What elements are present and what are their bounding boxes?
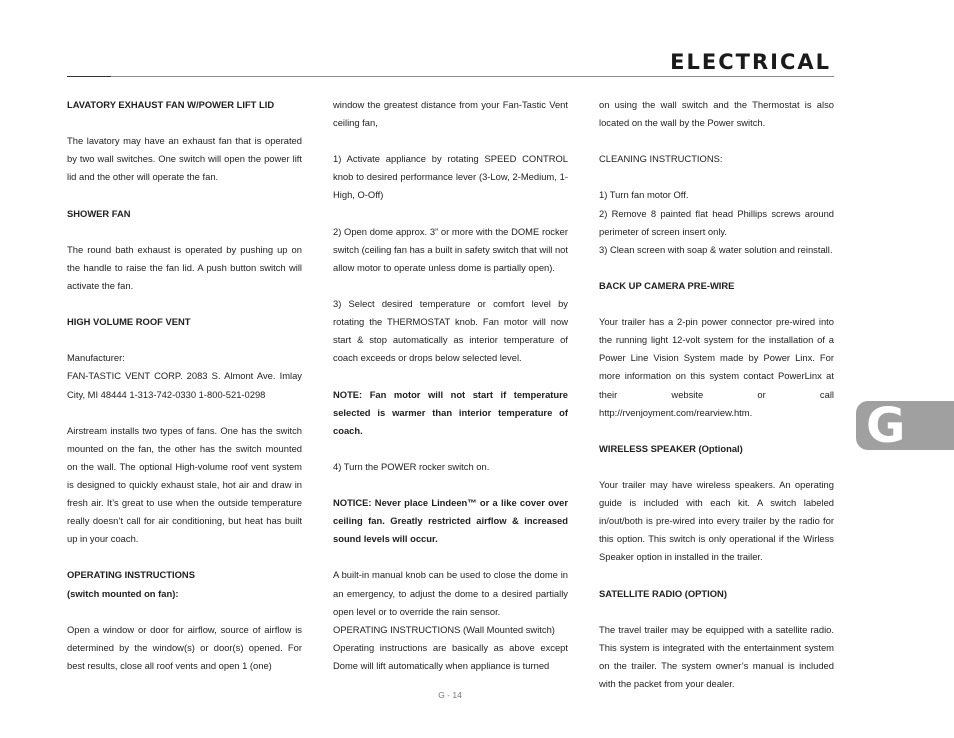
paragraph: 3) Clean screen with soap & water solution and reinstall.	[599, 243, 833, 255]
section-heading-roof-vent: HIGH VOLUME ROOF VENT	[67, 316, 191, 328]
section-subheading: (switch mounted on fan):	[67, 587, 179, 599]
paragraph: CLEANING INSTRUCTIONS:	[599, 153, 723, 165]
paragraph: The round bath exhaust is operated by pushing up on the handle to raise the fan lid. A push button switch will activate the fan.	[67, 243, 302, 291]
paragraph: Your trailer may have wireless speakers. An operating guide is included with each kit. A switch labeled in/out/both is pre-wired into every trailer by the radio for this option. This switch is only operational if the Wirless Speaker option in installed in the trailer.	[599, 478, 834, 563]
paragraph: FAN-TASTIC VENT CORP. 2083 S. Almont Ave. Imlay City, MI 48444 1-313-742-0330 1-800-521-0298	[67, 370, 302, 400]
section-heading-satellite-radio: SATELLITE RADIO (OPTION)	[599, 587, 727, 599]
column-3	[599, 96, 834, 693]
paragraph: The travel trailer may be equipped with a satellite radio. This system is integrated with the entertainment system on the trailer. The system owner’s manual is included with the packet from your dealer.	[599, 623, 834, 689]
section-heading-wireless-speaker: WIRELESS SPEAKER (Optional)	[599, 442, 743, 454]
paragraph: OPERATING INSTRUCTIONS (Wall Mounted switch)	[333, 623, 555, 635]
paragraph: 2) Remove 8 painted flat head Phillips screws around perimeter of screen insert only.	[599, 207, 834, 237]
paragraph: on using the wall switch and the Thermostat is also located on the wall by the Power switch.	[599, 99, 834, 129]
column-1	[67, 96, 302, 675]
notice-paragraph: NOTICE: Never place Lindeen™ or a like cover over ceiling fan. Greatly restricted airflow & increased sound levels will occur.	[333, 497, 568, 545]
paragraph: window the greatest distance from your Fan-Tastic Vent ceiling fan,	[333, 99, 568, 129]
note-paragraph: NOTE: Fan motor will not start if temperature selected is warmer than interior temperature of coach.	[333, 388, 568, 436]
paragraph: Operating instructions are basically as above except Dome will lift automatically when appliance is turned	[333, 641, 568, 671]
section-heading-operating-instructions: OPERATING INSTRUCTIONS	[67, 569, 195, 581]
paragraph: 3) Select desired temperature or comfort level by rotating the THERMOSTAT knob. Fan motor will now start & stop automatically as interior temperature of coach exceeds or drops below selected level.	[333, 298, 568, 364]
header-divider	[67, 76, 834, 77]
paragraph: Manufacturer:	[67, 352, 125, 364]
paragraph: A built-in manual knob can be used to close the dome in an emergency, to adjust the dome to a desired partially open level or to override the rain sensor.	[333, 569, 568, 617]
section-heading-lavatory-fan: LAVATORY EXHAUST FAN W/POWER LIFT LID	[67, 99, 275, 110]
page-title: ELECTRICAL	[670, 50, 831, 74]
paragraph: Your trailer has a 2-pin power connector pre-wired into the running light 12-volt system for the installation of a Power Line Vision System made by Power Linx. For more information on this system contact PowerLinx at their website or call http://rvenjoyment.com/rearview.htm.	[599, 316, 834, 418]
paragraph: 2) Open dome approx. 3” or more with the DOME rocker switch (ceiling fan has a built in safety switch that will not allow motor to operate unless dome is partially open).	[333, 225, 569, 273]
section-heading-backup-camera: BACK UP CAMERA PRE-WIRE	[599, 279, 735, 291]
section-tab-letter: G	[866, 398, 906, 454]
paragraph: 1) Turn fan motor Off.	[599, 189, 689, 201]
section-heading-shower-fan: SHOWER FAN	[67, 207, 131, 219]
paragraph: 4) Turn the POWER rocker switch on.	[333, 460, 490, 472]
paragraph: Airstream installs two types of fans. One has the switch mounted on the fan, the other has the switch mounted on the wall. The optional High-volume roof vent system is designed to quickly exhaust stale, hot air and draw in fresh air. It’s great to use when the outside temperature really doesn’t call for air conditioning, but heat has built up in your coach.	[67, 424, 302, 545]
paragraph: The lavatory may have an exhaust fan that is operated by two wall switches. One switch will open the power lift lid and the other will operate the fan.	[67, 135, 302, 183]
page-number: G - 14	[438, 690, 462, 700]
column-2	[333, 96, 568, 675]
header-divider-accent	[67, 76, 111, 77]
paragraph: Open a window or door for airflow, source of airflow is determined by the window(s) or door(s) opened. For best results, close all roof vents and open 1 (one)	[67, 623, 302, 671]
paragraph: 1) Activate appliance by rotating SPEED CONTROL knob to desired performance lever (3-Low, 2-Medium, 1-High, O-Off)	[333, 153, 568, 201]
